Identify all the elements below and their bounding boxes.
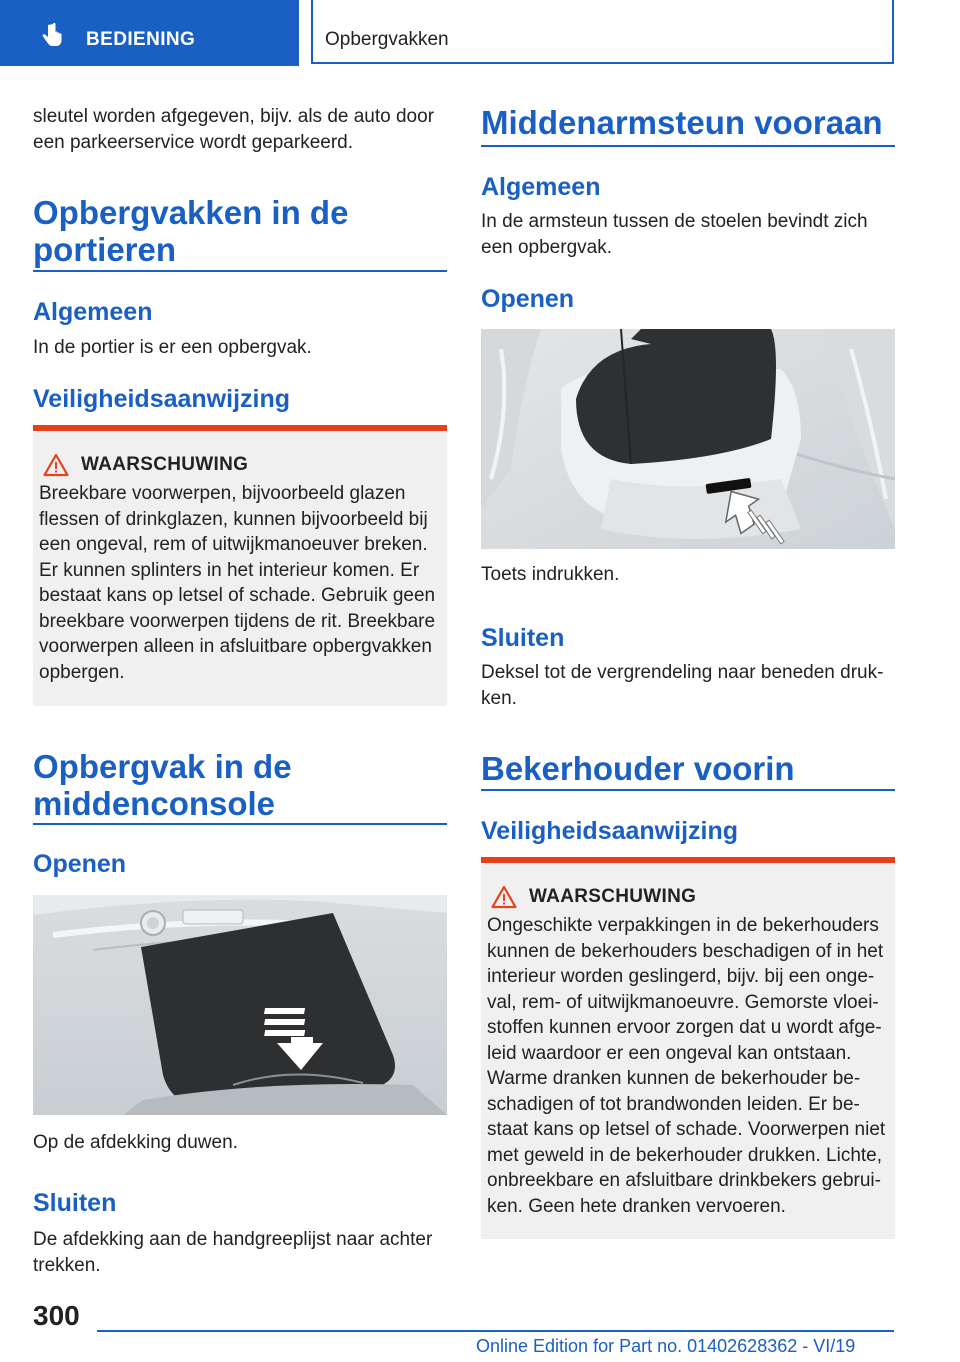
doors-general-text: In de portier is er een opbergvak. [33, 337, 312, 358]
console-illustration [33, 895, 447, 1115]
doors-safety-heading: Veiligheidsaanwijzing [33, 385, 291, 413]
console-open-caption: Op de afdekking duwen. [33, 1132, 238, 1153]
console-open-heading: Openen [33, 850, 127, 878]
cupholder-safety-heading: Veiligheidsaanwijzing [481, 817, 739, 845]
footer-edition[interactable]: Online Edition for Part no. 01402628362 - VI/19 [476, 1336, 856, 1356]
doors-general-heading: Algemeen [33, 298, 153, 326]
armrest-photo [481, 329, 895, 549]
footer-rule [97, 1330, 894, 1332]
armrest-close-heading: Sluiten [481, 624, 565, 652]
cupholder-title: Bekerhouder voorin [481, 750, 795, 787]
page-number: 300 [33, 1300, 80, 1331]
console-photo [33, 895, 447, 1115]
doors-warning-box [33, 425, 447, 706]
console-title: Opbergvak in de middenconsole [33, 748, 292, 822]
armrest-title-rule [481, 145, 895, 147]
doors-title: Opbergvakken in de portieren [33, 194, 349, 268]
armrest-general-heading: Algemeen [481, 173, 601, 201]
console-close-heading: Sluiten [33, 1189, 117, 1217]
cupholder-warning-box [481, 857, 895, 1239]
section-tab[interactable] [0, 0, 299, 66]
armrest-open-heading: Openen [481, 285, 575, 313]
warning-triangle-icon [43, 453, 69, 477]
warning-title: WAARSCHUWING [81, 454, 249, 475]
warning-header [39, 453, 441, 477]
chapter-title: Opbergvakken [325, 29, 449, 50]
armrest-open-caption: Toets indrukken. [481, 564, 620, 585]
armrest-close-text: Deksel tot de vergrendeling naar beneden druk-ken. [481, 662, 884, 709]
console-title-rule [33, 823, 447, 825]
warning-header [487, 885, 889, 909]
armrest-title: Middenarmsteun vooraan [481, 104, 883, 141]
warning-triangle-icon [491, 885, 517, 909]
intro-text: sleutel worden afgegeven, bijv. als de auto door een parkeerservice wordt geparkeerd. [33, 106, 435, 153]
warning-text: Ongeschikte verpakkingen in de bekerhouders kunnen de bekerhouders beschadigen of in het interieur worden geslingerd, bijv. bij een onge-val, rem- of uitwijkmanoeuvre. Gemorste vloei-stoffen kunnen ervoor zorgen dat u wordt afge-leid waardoor er een ongeval kan ontstaan. Warme dranken kunnen de bekerhouder be-schadigen of tot brandwonden leiden. Er be-staat kans op letsel of schade. Voorwerpen niet met geweld in de bekerhouder drukken. Lichte, onbreekbare en afsluitbare drinkbekers gebrui-ken. Geen hete dranken vervoeren. [487, 915, 886, 1217]
cupholder-title-rule [481, 789, 895, 791]
hand-touch-icon [38, 22, 66, 50]
armrest-general-text: In de armsteun tussen de stoelen bevindt zich een opbergvak. [481, 211, 868, 258]
warning-text: Breekbare voorwerpen, bijvoorbeeld glazen flessen of drinkglazen, kunnen bijvoorbeeld bij een ongeval, rem of uitwijkmanoeuver breken. Er kunnen splinters in het interieur komen. Er bestaat kans op letsel of schade. Gebruik geen breekbare voorwerpen tijdens de rit. Breekbare voorwerpen alleen in afsluitbare opbergvakken opbergen. [39, 483, 436, 683]
warning-title: WAARSCHUWING [529, 886, 697, 907]
console-close-text: De afdekking aan de handgreeplijst naar achter trekken. [33, 1229, 433, 1276]
armrest-illustration [481, 329, 895, 549]
doors-title-rule [33, 270, 447, 272]
section-label: BEDIENING [86, 29, 196, 50]
